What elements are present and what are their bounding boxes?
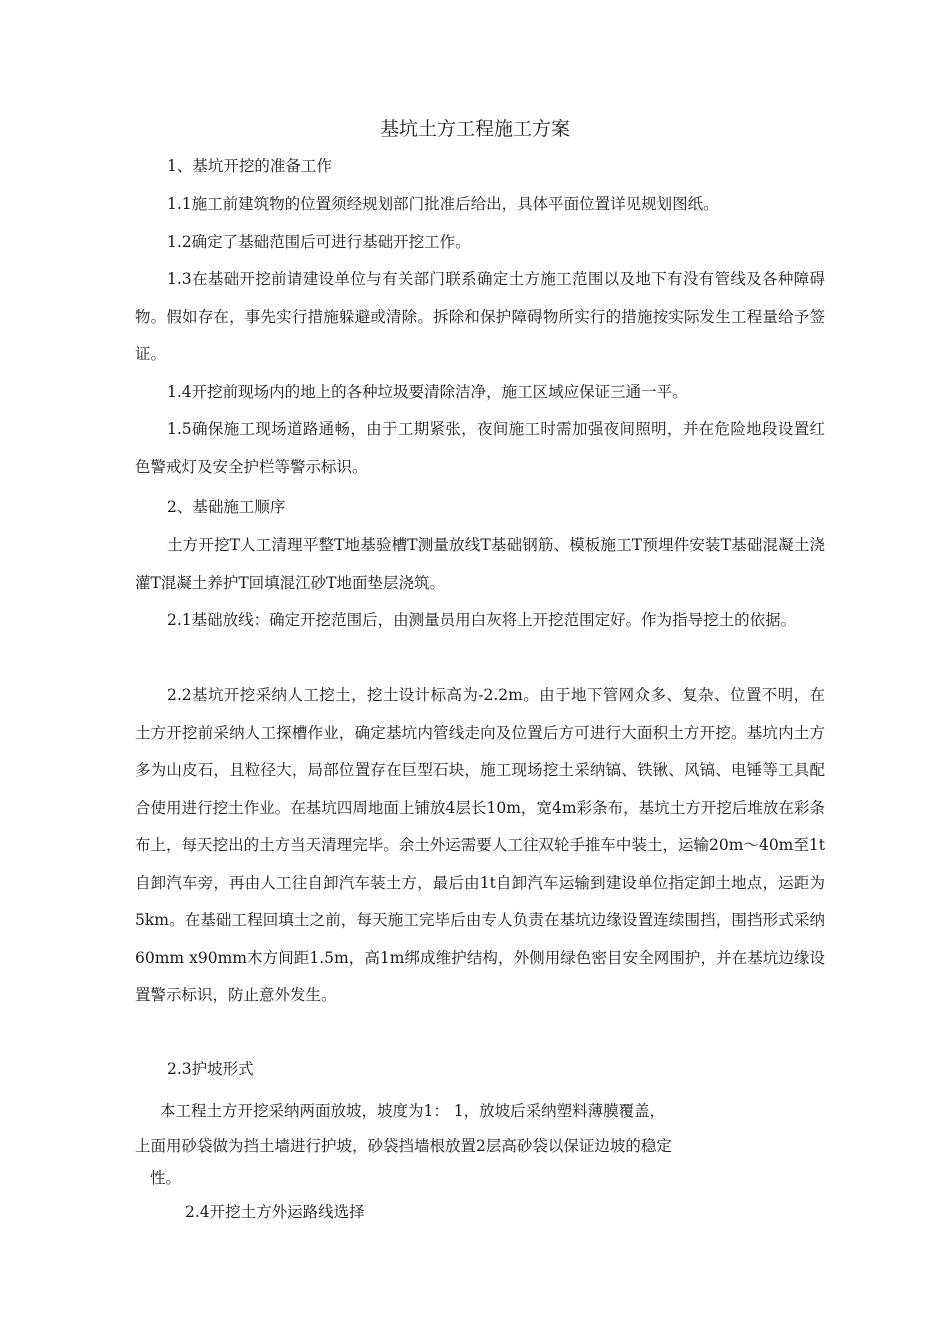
paragraph-2-3-line-2: 上面用砂袋做为挡土墙进行护坡，砂袋挡墙根放置2层高砂袋以保证边坡的稳定 bbox=[135, 1137, 672, 1155]
section-1-heading: 1、基坑开挖的准备工作 bbox=[167, 157, 332, 175]
paragraph-1-2: 1.2确定了基础范围后可进行基础开挖工作。 bbox=[167, 233, 471, 251]
paragraph-2-2: 2.2基坑开挖采纳人工挖土，挖土设计标高为-2.2m。由于地下管网众多、复杂、位置不明，在土方开挖前采纳人工探槽作业，确定基坑内管线走向及位置后方可进行大面积土方开挖。基坑内土方多为山皮石，且粒径大，局部位置存在巨型石块，施工现场挖土采纳镐、铁锹、风镐、电锤等工具配合使用进行挖土作业。在基坑四周地面上铺放4层长10m，宽4m彩条布，基坑土方开挖后堆放在彩条布上，每天挖出的土方当天清理完毕。余土外运需要人工往双轮手推车中装土，运输20m〜40m至1t自卸汽车旁，再由人工往自卸汽车装土方，最后由1t自卸汽车运输到建设单位指定卸土地点，运距为5km。在基础工程回填土之前，每天施工完毕后由专人负责在基坑边缘设置连续围挡，围挡形式采纳60mm x90mm木方间距1.5m，高1m绑成维护结构，外侧用绿色密目安全网围护，并在基坑边缘设置警示标识，防止意外发生。 bbox=[135, 686, 825, 1004]
section-2-4-heading: 2.4开挖土方外运路线选择 bbox=[185, 1203, 365, 1221]
paragraph-2-3-line-1: 本工程土方开挖采纳两面放坡，坡度为1： 1，放坡后采纳塑料薄膜覆盖， bbox=[160, 1102, 666, 1120]
paragraph-1-5: 1.5确保施工现场道路通畅，由于工期紧张，夜间施工时需加强夜间照明，并在危险地段设置红色警戒灯及安全护栏等警示标识。 bbox=[135, 420, 825, 476]
paragraph-2-sequence: 土方开挖T人工清理平整T地基验槽T测量放线T基础钢筋、模板施工T预埋件安装T基础混凝土浇灌T混凝土养护T回填混江砂T地面垫层浇筑。 bbox=[135, 536, 825, 592]
paragraph-2-3-line-3: 性。 bbox=[150, 1169, 182, 1187]
paragraph-1-1: 1.1施工前建筑物的位置须经规划部门批准后给出，具体平面位置详见规划图纸。 bbox=[167, 195, 719, 213]
paragraph-1-4: 1.4开挖前现场内的地上的各种垃圾要清除洁净，施工区域应保证三通一平。 bbox=[167, 383, 688, 401]
document-title: 基坑土方工程施工方案 bbox=[379, 118, 570, 140]
section-2-heading: 2、基础施工顺序 bbox=[167, 498, 286, 516]
paragraph-2-1: 2.1基础放线：确定开挖范围后，由测量员用白灰将上开挖范围定好。作为指导挖土的依据。 bbox=[167, 611, 797, 629]
section-2-3-heading: 2.3护坡形式 bbox=[167, 1060, 254, 1078]
paragraph-1-3: 1.3在基础开挖前请建设单位与有关部门联系确定土方施工范围以及地下有没有管线及各种障碍物。假如存在，事先实行措施躲避或清除。拆除和保护障碍物所实行的措施按实际发生工程量给予签证。 bbox=[135, 270, 825, 363]
